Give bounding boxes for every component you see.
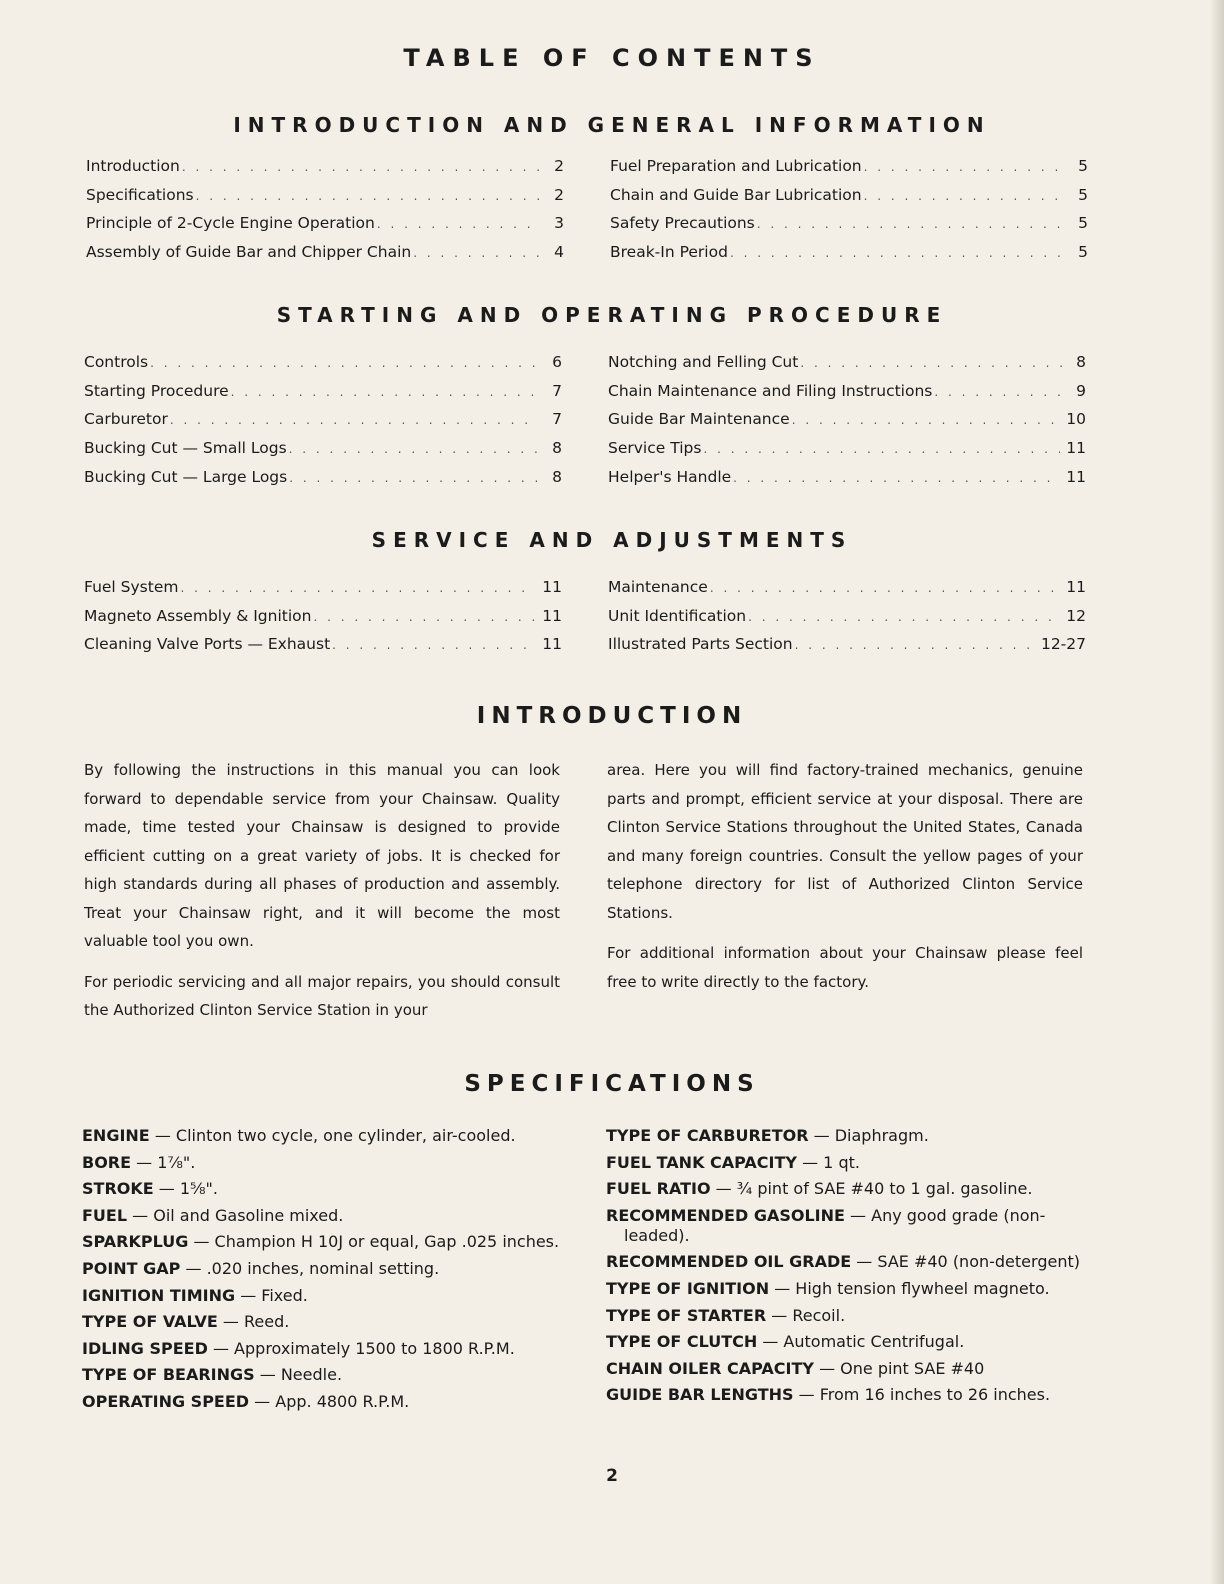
- toc-entry-page: 2: [554, 157, 564, 175]
- toc-entry: [84, 607, 562, 636]
- spec-value: — Champion H 10J or equal, Gap .025 inches.: [193, 1232, 560, 1252]
- spec-item: [82, 1339, 562, 1359]
- page-number: 2: [606, 1466, 618, 1486]
- toc-starting-right: [608, 353, 1086, 496]
- spec-key: RECOMMENDED OIL GRADE: [606, 1252, 852, 1272]
- toc-entry-page: 7: [552, 410, 562, 429]
- toc-intro-general-left: [86, 157, 564, 272]
- spec-item: [82, 1126, 562, 1146]
- toc-starting-left: [84, 353, 562, 496]
- spec-value: — From 16 inches to 26 inches.: [798, 1385, 1051, 1405]
- toc-entry-page: 5: [1078, 185, 1088, 204]
- toc-leader: [795, 638, 1035, 652]
- toc-entry-label: Helper's Handle: [608, 467, 732, 486]
- spec-key: TYPE OF CLUTCH: [606, 1332, 758, 1352]
- toc-entry: [84, 439, 562, 468]
- toc-entry-page: 5: [1078, 243, 1088, 262]
- spec-item: [606, 1385, 1106, 1405]
- toc-entry: [86, 243, 564, 272]
- spec-key: OPERATING SPEED: [82, 1391, 250, 1411]
- toc-entry: [608, 468, 1086, 497]
- toc-entry: [608, 353, 1086, 382]
- toc-entry: [608, 382, 1086, 411]
- spec-key: POINT GAP: [82, 1258, 181, 1278]
- spec-item: [82, 1312, 562, 1332]
- introduction-paragraph: By following the instructions in this manual you can look forward to dependable service from your Chainsaw. Quality made, time tested your Chainsaw is designed to provide efficient cutting on a great variety of jobs. It is checked for high standards during all phases of production and assembly. Treat your Chainsaw right, and it will become the most valuable tool you own.: [84, 761, 560, 950]
- toc-entry: [610, 214, 1088, 243]
- toc-entry-label: Principle of 2-Cycle Engine Operation: [86, 214, 375, 233]
- toc-entry: [610, 157, 1088, 186]
- toc-entry-label: Illustrated Parts Section: [608, 635, 793, 654]
- toc-leader: [792, 413, 1061, 427]
- spec-value: — Needle.: [259, 1365, 343, 1385]
- toc-leader: [170, 413, 538, 427]
- toc-entry-label: Starting Procedure: [84, 381, 229, 400]
- section-heading-starting: STARTING AND OPERATING PROCEDURE: [276, 303, 948, 327]
- spec-value: — Automatic Centrifugal.: [762, 1332, 965, 1352]
- toc-leader: [733, 471, 1060, 485]
- toc-entry-page: 11: [542, 578, 562, 596]
- spec-value: — Oil and Gasoline mixed.: [132, 1205, 344, 1225]
- spec-key: RECOMMENDED GASOLINE: [606, 1205, 845, 1225]
- toc-entry-page: 11: [1066, 439, 1086, 458]
- spec-key: GUIDE BAR LENGTHS: [606, 1385, 794, 1405]
- toc-leader: [377, 217, 540, 231]
- toc-leader: [289, 442, 538, 456]
- toc-leader: [730, 246, 1064, 260]
- spec-value: — High tension flywheel magneto.: [774, 1278, 1050, 1298]
- spec-item: [82, 1153, 562, 1173]
- toc-entry: [608, 410, 1086, 439]
- toc-leader: [231, 385, 538, 399]
- toc-entry-label: Bucking Cut — Large Logs: [84, 467, 288, 486]
- toc-entry-label: Break-In Period: [610, 243, 728, 262]
- toc-entry-page: 11: [1066, 467, 1086, 486]
- toc-entry-label: Notching and Felling Cut: [608, 353, 799, 371]
- specifications-left-column: [82, 1126, 562, 1419]
- spec-value: — Any good grade (non-leaded).: [624, 1205, 1046, 1245]
- toc-service-left: [84, 578, 562, 664]
- toc-entry: [84, 382, 562, 411]
- spec-key: STROKE: [82, 1179, 154, 1199]
- toc-entry-label: Assembly of Guide Bar and Chipper Chain: [86, 243, 412, 262]
- toc-leader: [710, 581, 1060, 595]
- toc-leader: [934, 385, 1062, 399]
- spec-item: [606, 1279, 1106, 1299]
- spec-item: [606, 1153, 1106, 1173]
- specifications-right-column: [606, 1126, 1106, 1412]
- spec-item: [82, 1392, 562, 1412]
- toc-entry: [610, 243, 1088, 272]
- introduction-paragraph: For additional information about your Chainsaw please feel free to write directly to the factory.: [607, 944, 1083, 991]
- spec-item: [82, 1286, 562, 1306]
- spec-key: CHAIN OILER CAPACITY: [606, 1358, 814, 1378]
- introduction-heading: INTRODUCTION: [476, 703, 748, 729]
- page-edge-shadow: [1210, 0, 1224, 1584]
- specifications-heading: SPECIFICATIONS: [464, 1071, 760, 1097]
- toc-entry-page: 10: [1066, 410, 1086, 429]
- toc-leader: [757, 217, 1064, 231]
- spec-value: — Approximately 1500 to 1800 R.P.M.: [212, 1338, 515, 1358]
- toc-entry-page: 8: [552, 439, 562, 458]
- toc-entry: [608, 578, 1086, 607]
- spec-item: [82, 1365, 562, 1385]
- spec-item: [606, 1332, 1106, 1352]
- spec-item: [606, 1126, 1106, 1146]
- toc-entry-page: 8: [1076, 353, 1086, 371]
- toc-entry-label: Fuel Preparation and Lubrication: [610, 157, 862, 175]
- toc-intro-general-right: [610, 157, 1088, 272]
- toc-entry-label: Safety Precautions: [610, 214, 755, 233]
- spec-key: TYPE OF STARTER: [606, 1305, 767, 1325]
- toc-entry-page: 11: [542, 635, 562, 654]
- spec-key: FUEL: [82, 1205, 128, 1225]
- toc-entry: [84, 410, 562, 439]
- spec-item: [82, 1259, 562, 1279]
- introduction-paragraph: For periodic servicing and all major repairs, you should consult the Authorized Clinton Service Station in your: [84, 972, 560, 1019]
- toc-leader: [289, 471, 538, 485]
- spec-key: TYPE OF VALVE: [82, 1312, 218, 1332]
- toc-leader: [800, 356, 1062, 370]
- toc-entry-label: Specifications: [86, 185, 194, 204]
- spec-value: — SAE #40 (non-detergent): [856, 1252, 1080, 1272]
- spec-key: TYPE OF CARBURETOR: [606, 1126, 809, 1145]
- introduction-left-column: [84, 756, 560, 1037]
- toc-entry: [84, 353, 562, 382]
- toc-leader: [313, 610, 536, 624]
- spec-value: — One pint SAE #40: [819, 1358, 985, 1378]
- toc-entry-label: Maintenance: [608, 578, 708, 596]
- spec-item: [606, 1206, 1106, 1246]
- page-title: TABLE OF CONTENTS: [403, 44, 821, 72]
- toc-entry-page: 12: [1066, 606, 1086, 625]
- toc-entry-page: 6: [552, 353, 562, 371]
- spec-key: SPARKPLUG: [82, 1232, 189, 1252]
- spec-value: — 1 qt.: [802, 1152, 860, 1172]
- section-heading-intro-general: INTRODUCTION AND GENERAL INFORMATION: [233, 113, 991, 137]
- toc-entry-page: 3: [554, 214, 564, 233]
- toc-entry-label: Chain Maintenance and Filing Instructions: [608, 381, 933, 400]
- toc-entry: [86, 214, 564, 243]
- toc-entry-page: 9: [1076, 381, 1086, 400]
- toc-leader: [150, 356, 538, 370]
- toc-leader: [182, 160, 540, 174]
- spec-item: [606, 1252, 1106, 1272]
- toc-leader: [196, 189, 540, 203]
- spec-key: FUEL RATIO: [606, 1179, 711, 1199]
- toc-entry-label: Carburetor: [84, 410, 168, 429]
- toc-entry-page: 5: [1078, 157, 1088, 175]
- spec-item: [82, 1206, 562, 1226]
- spec-item: [82, 1232, 562, 1252]
- toc-leader: [180, 581, 536, 595]
- toc-entry-page: 5: [1078, 214, 1088, 233]
- spec-value: — Clinton two cycle, one cylinder, air-cooled.: [154, 1126, 516, 1145]
- introduction-right-column: [607, 756, 1083, 1008]
- spec-key: FUEL TANK CAPACITY: [606, 1152, 797, 1172]
- toc-entry-page: 8: [552, 467, 562, 486]
- toc-entry-label: Fuel System: [84, 578, 179, 596]
- toc-leader: [864, 160, 1064, 174]
- toc-leader: [332, 638, 536, 652]
- spec-value: — Reed.: [222, 1312, 290, 1332]
- spec-key: IDLING SPEED: [82, 1338, 208, 1358]
- toc-entry-page: 11: [1066, 578, 1086, 596]
- spec-key: BORE: [82, 1152, 132, 1172]
- toc-entry: [608, 635, 1086, 664]
- spec-key: IGNITION TIMING: [82, 1285, 236, 1305]
- toc-entry-label: Bucking Cut — Small Logs: [84, 439, 287, 458]
- toc-entry-label: Unit Identification: [608, 606, 747, 625]
- spec-value: — 1⅞".: [136, 1152, 196, 1172]
- toc-entry: [86, 186, 564, 215]
- toc-leader: [748, 610, 1060, 624]
- toc-entry: [610, 186, 1088, 215]
- spec-item: [82, 1179, 562, 1199]
- toc-entry-page: 11: [542, 606, 562, 625]
- toc-entry-page: 7: [552, 381, 562, 400]
- spec-key: TYPE OF IGNITION: [606, 1278, 770, 1298]
- toc-entry-page: 12-27: [1040, 635, 1086, 654]
- toc-entry: [84, 468, 562, 497]
- toc-leader: [413, 246, 540, 260]
- toc-entry-label: Magneto Assembly & Ignition: [84, 606, 312, 625]
- toc-entry-label: Guide Bar Maintenance: [608, 410, 790, 429]
- spec-value: — App. 4800 R.P.M.: [254, 1391, 410, 1411]
- spec-item: [606, 1359, 1106, 1379]
- introduction-paragraph: area. Here you will find factory-trained mechanics, genuine parts and prompt, efficient service at your disposal. There are Clinton Service Stations throughout the United States, Canada and many foreign countries. Consult the yellow pages of your telephone directory for list of Authorized Clinton Service Stations.: [607, 761, 1083, 922]
- toc-entry-page: 2: [554, 185, 564, 204]
- toc-entry: [608, 439, 1086, 468]
- spec-value: — ¾ pint of SAE #40 to 1 gal. gasoline.: [715, 1179, 1033, 1199]
- toc-entry-label: Introduction: [86, 157, 180, 175]
- spec-item: [606, 1179, 1106, 1199]
- spec-value: — Recoil.: [771, 1305, 846, 1325]
- spec-value: — Diaphragm.: [813, 1126, 929, 1145]
- spec-value: — 1⅝".: [158, 1179, 218, 1199]
- toc-entry-label: Service Tips: [608, 439, 702, 458]
- toc-entry-label: Controls: [84, 353, 149, 371]
- spec-key: TYPE OF BEARINGS: [82, 1365, 255, 1385]
- section-heading-service: SERVICE AND ADJUSTMENTS: [371, 528, 853, 552]
- toc-entry-label: Chain and Guide Bar Lubrication: [610, 185, 862, 204]
- spec-value: — .020 inches, nominal setting.: [185, 1258, 440, 1278]
- toc-entry-label: Cleaning Valve Ports — Exhaust: [84, 635, 331, 654]
- toc-leader: [703, 442, 1060, 456]
- toc-entry: [86, 157, 564, 186]
- spec-value: — Fixed.: [240, 1285, 308, 1305]
- toc-entry: [84, 578, 562, 607]
- toc-entry: [84, 635, 562, 664]
- toc-leader: [864, 189, 1064, 203]
- toc-entry: [608, 607, 1086, 636]
- spec-key: ENGINE: [82, 1126, 150, 1145]
- spec-item: [606, 1306, 1106, 1326]
- toc-entry-page: 4: [554, 243, 564, 262]
- toc-service-right: [608, 578, 1086, 664]
